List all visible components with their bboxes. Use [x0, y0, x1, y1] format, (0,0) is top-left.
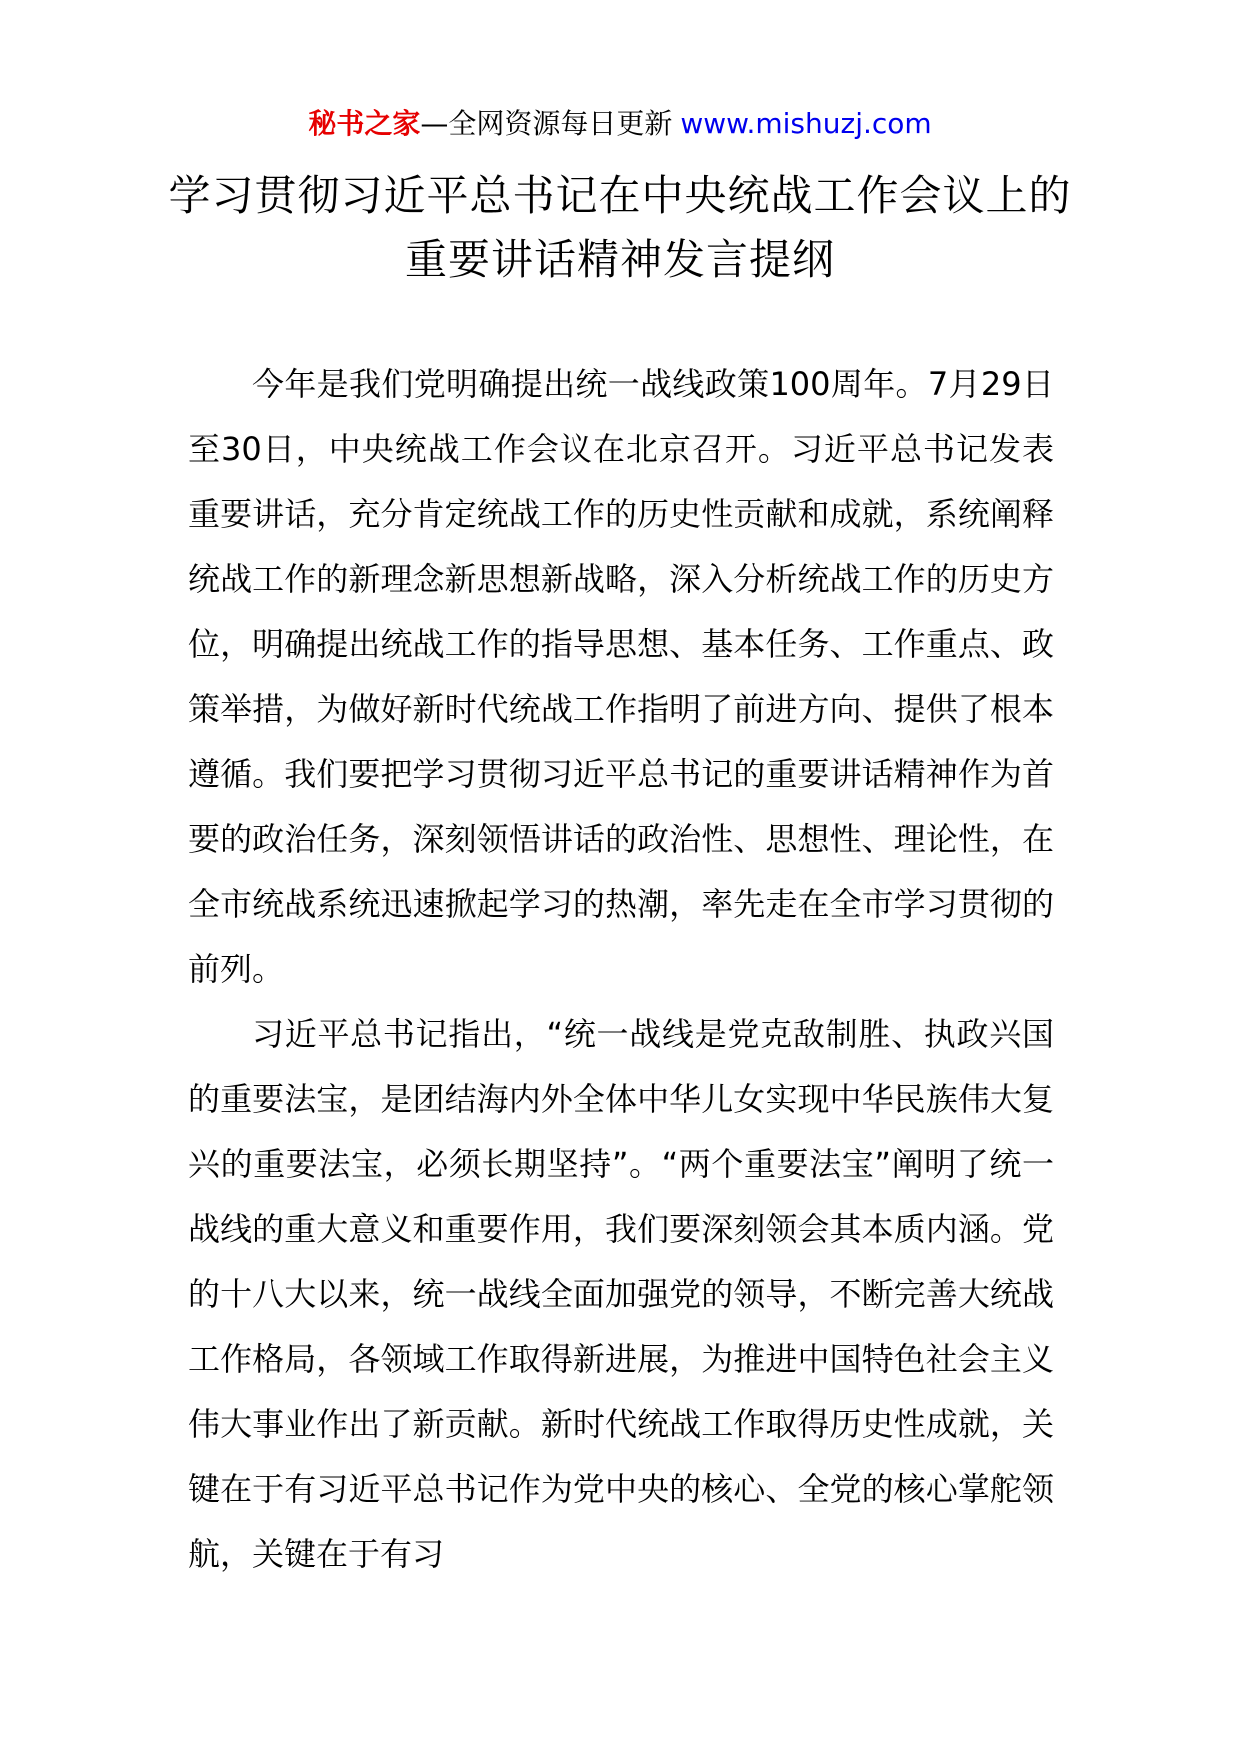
brand-name: 秘书之家 — [308, 107, 421, 140]
document-title: 学习贯彻习近平总书记在中央统战工作会议上的重要讲话精神发言提纲 — [168, 171, 1072, 284]
document-body — [188, 352, 1054, 1587]
body-paragraph-1: 今年是我们党明确提出统一战线政策100周年。7月29日至30日，中央统战工作会议在北京召开。习近平总书记发表重要讲话，充分肯定统战工作的历史性贡献和成就，系统阐释统战工作的新理念新思想新战略，深入分析统战工作的历史方位，明确提出统战工作的指导思想、基本任务、工作重点、政策举措，为做好新时代统战工作指明了前进方向、提供了根本遵循。我们要把学习贯彻习近平总书记的重要讲话精神作为首要的政治任务，深刻领悟讲话的政治性、思想性、理论性，在全市统战系统迅速掀起学习的热潮，率先走在全市学习贯彻的前列。 — [188, 365, 1054, 988]
header-tagline: —全网资源每日更新 — [420, 107, 673, 140]
site-url-link[interactable]: www.mishuzj.com — [680, 107, 932, 140]
site-header — [0, 104, 1240, 144]
body-paragraph-2: 习近平总书记指出，“统一战线是党克敌制胜、执政兴国的重要法宝，是团结海内外全体中华儿女实现中华民族伟大复兴的重要法宝，必须长期坚持”。“两个重要法宝”阐明了统一战线的重大意义和重要作用，我们要深刻领会其本质内涵。党的十八大以来，统一战线全面加强党的领导，不断完善大统战工作格局，各领域工作取得新进展，为推进中国特色社会主义伟大事业作出了新贡献。新时代统战工作取得历史性成就，关键在于有习近平总书记作为党中央的核心、全党的核心掌舵领航，关键在于有习 — [188, 1015, 1054, 1573]
